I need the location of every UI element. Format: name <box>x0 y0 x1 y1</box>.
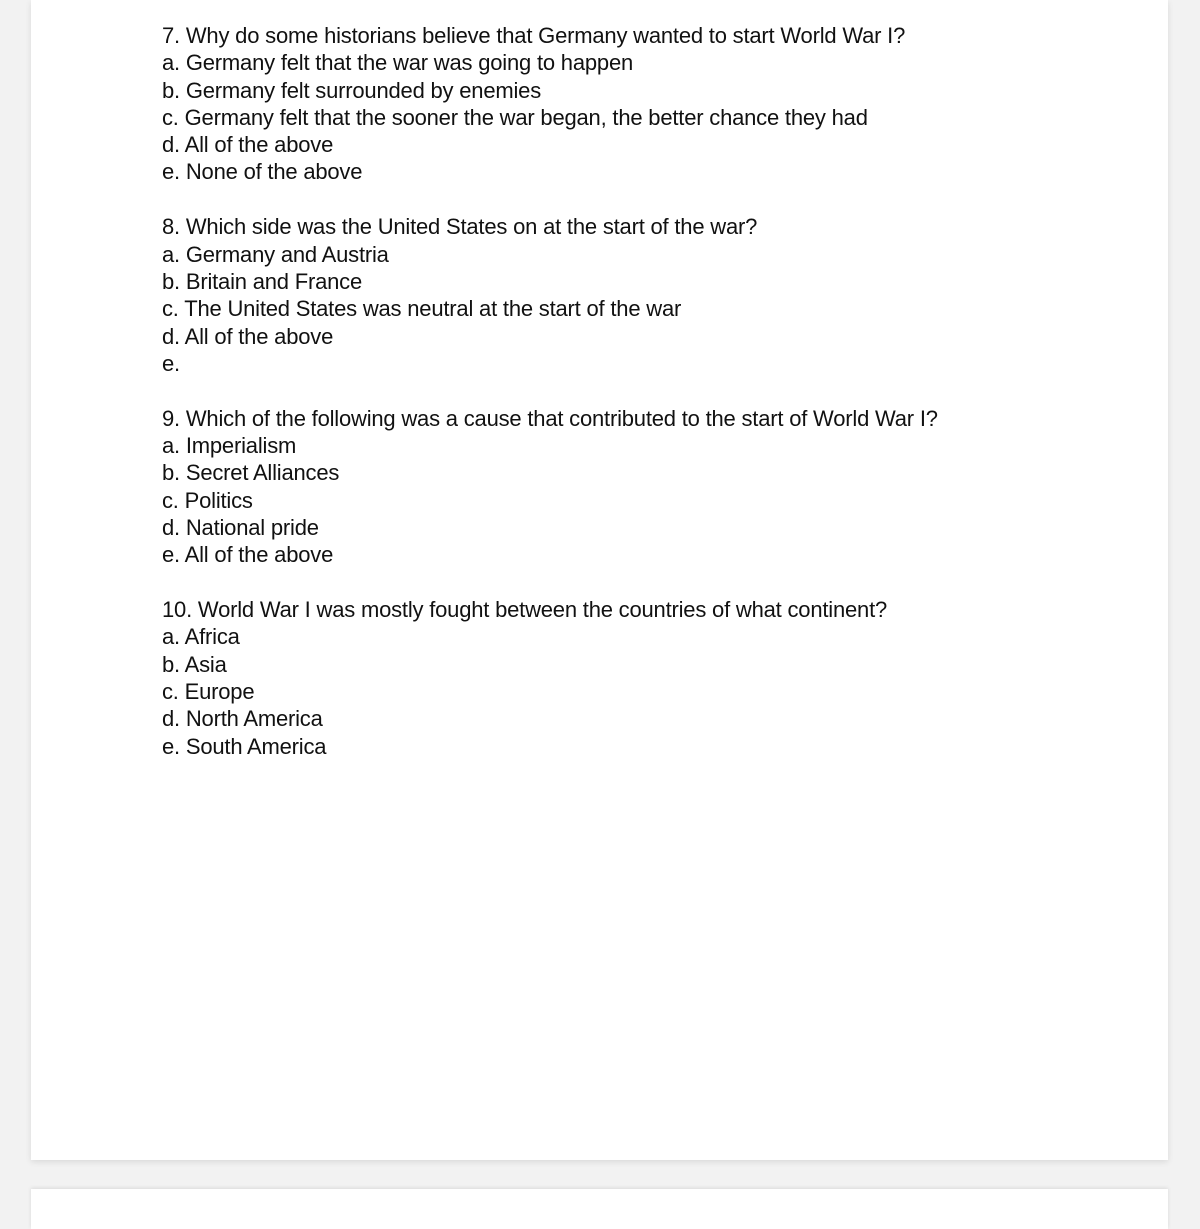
answer-option: c. The United States was neutral at the start of the war <box>162 296 682 322</box>
question-prompt: 7. Why do some historians believe that Germany wanted to start World War I? <box>162 23 906 48</box>
question-prompt: 10. World War I was mostly fought between the countries of what continent? <box>162 597 888 623</box>
question-prompt: 9. Which of the following was a cause that contributed to the start of World War I? <box>162 405 938 431</box>
answer-option: c. Politics <box>162 487 253 513</box>
answer-option: e. All of the above <box>162 542 334 568</box>
answer-option: d. National pride <box>162 514 319 540</box>
document-page <box>31 0 1168 1160</box>
question-10 <box>162 596 1142 760</box>
question-8 <box>162 213 1142 377</box>
answer-option: a. Germany felt that the war was going to happen <box>162 50 634 76</box>
answer-option: a. Imperialism <box>162 433 297 459</box>
answer-option: c. Germany felt that the sooner the war began, the better chance they had <box>162 104 868 130</box>
answer-option: c. Europe <box>162 679 255 705</box>
question-list <box>162 22 1142 788</box>
answer-option: b. Germany felt surrounded by enemies <box>162 77 542 103</box>
answer-option: d. All of the above <box>162 132 334 158</box>
answer-option: b. Britain and France <box>162 268 363 294</box>
question-7 <box>162 22 1142 186</box>
answer-option: e. South America <box>162 733 327 759</box>
answer-option: a. Germany and Austria <box>162 241 389 267</box>
answer-option: e. <box>162 350 180 376</box>
answer-option: d. All of the above <box>162 323 334 349</box>
answer-option: e. None of the above <box>162 159 363 185</box>
answer-option: b. Secret Alliances <box>162 460 340 486</box>
answer-option: b. Asia <box>162 651 227 677</box>
answer-option: d. North America <box>162 706 323 732</box>
next-document-page <box>31 1189 1168 1229</box>
question-9 <box>162 405 1142 569</box>
answer-option: a. Africa <box>162 624 240 650</box>
question-prompt: 8. Which side was the United States on at the start of the war? <box>162 214 758 240</box>
